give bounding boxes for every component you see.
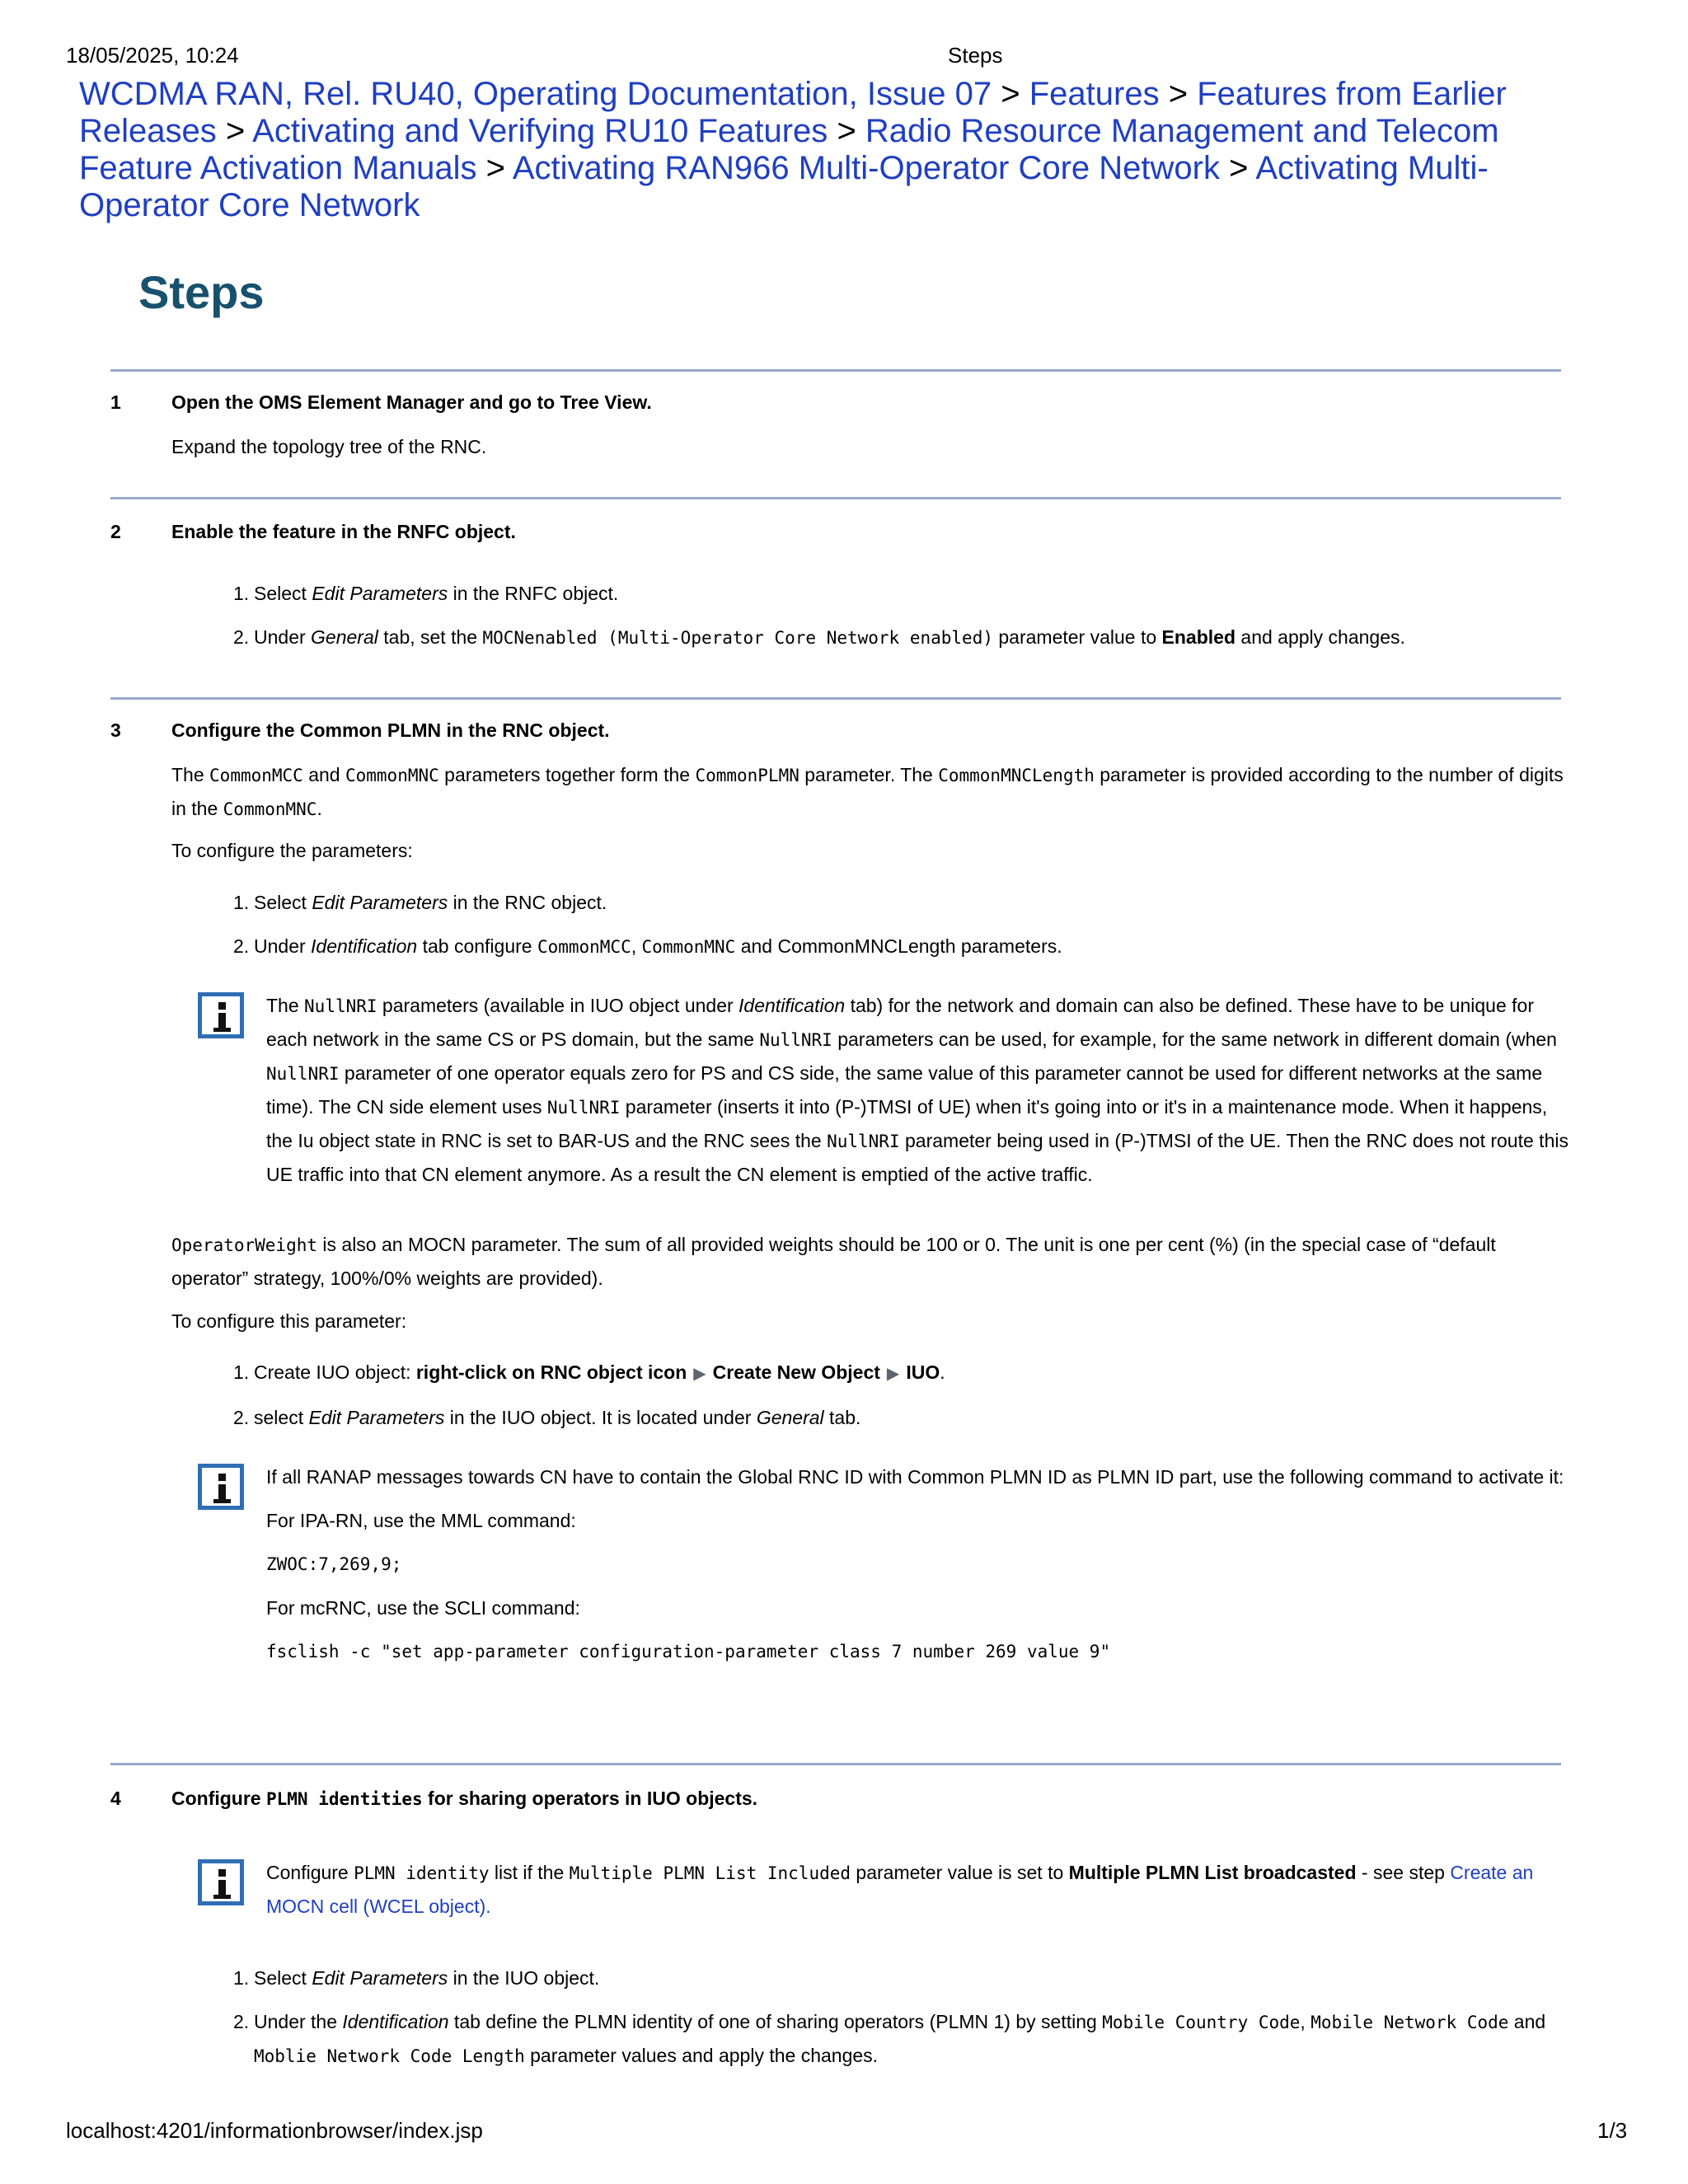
- breadcrumb: [79, 76, 1587, 224]
- step-text: Expand the topology tree of the RNC.: [171, 436, 487, 457]
- scli-command: fsclish -c "set app-parameter configuration-parameter class 7 number 269 value 9": [266, 1642, 1111, 1661]
- list-item: 2. Under General tab, set the MOCNenabled (Multi-Operator Core Network enabled) parameter value to Enabled and apply changes.: [233, 626, 1405, 648]
- list-item: 1. Select Edit Parameters in the RNFC object.: [233, 583, 619, 604]
- list-item: 2. Under the Identification tab define the PLMN identity of one of sharing operators (PLMN 1) by setting Mobile Country Code, Mobile Network Code and Moblie Network Code Length parameter values and apply the changes.: [233, 2011, 1546, 2066]
- page-number: 1/3: [1597, 2118, 1628, 2143]
- breadcrumb-link-earlier-releases[interactable]: Features from Earlier Releases: [79, 76, 1507, 149]
- info-icon: [198, 1859, 244, 1905]
- step-divider: [110, 1763, 1561, 1765]
- step-number: 1: [110, 391, 121, 413]
- breadcrumb-link-rrm-manuals[interactable]: Radio Resource Management and Telecom Feature Activation Manuals: [79, 113, 1499, 186]
- breadcrumb-link-features[interactable]: Features: [1029, 76, 1160, 112]
- breadcrumb-separator: >: [1229, 150, 1249, 186]
- step-title: Enable the feature in the RNFC object.: [171, 521, 516, 542]
- breadcrumb-separator: >: [225, 113, 246, 149]
- print-url: localhost:4201/informationbrowser/index.jsp: [66, 2118, 483, 2143]
- breadcrumb-link-wcdma-ran[interactable]: WCDMA RAN, Rel. RU40, Operating Documentation, Issue 07: [79, 76, 992, 112]
- breadcrumb-separator: >: [1001, 76, 1020, 112]
- breadcrumb-link-ru10[interactable]: Activating and Verifying RU10 Features: [252, 113, 828, 149]
- step-text: The CommonMCC and CommonMNC parameters together form the CommonPLMN parameter. The CommonMNCLength parameter is provided according to the number of digits in the CommonMNC.: [171, 764, 1564, 819]
- step-title: Configure the Common PLMN in the RNC object.: [171, 719, 610, 741]
- ordered-list: [233, 577, 1564, 665]
- step-title: Open the OMS Element Manager and go to Tree View.: [171, 391, 652, 413]
- list-item: 2. select Edit Parameters in the IUO object. It is located under General tab.: [233, 1407, 861, 1428]
- menu-arrow-icon: ▶: [693, 1365, 706, 1383]
- breadcrumb-link-activating-mocn[interactable]: Activating Multi-Operator Core Network: [79, 150, 1489, 223]
- step-number: 4: [110, 1788, 121, 1809]
- step-divider: [110, 697, 1561, 700]
- info-icon: [198, 1464, 244, 1510]
- step-divider: [110, 369, 1561, 372]
- breadcrumb-link-ran966[interactable]: Activating RAN966 Multi-Operator Core Network: [512, 150, 1220, 186]
- list-item: 1. Create IUO object: right-click on RNC object icon ▶ Create New Object ▶ IUO.: [233, 1361, 945, 1383]
- page-title: Steps: [138, 266, 265, 318]
- list-item: 1. Select Edit Parameters in the IUO object.: [233, 1967, 600, 1989]
- ordered-list: [233, 886, 1564, 974]
- info-icon: [198, 992, 244, 1038]
- breadcrumb-separator: >: [485, 150, 505, 186]
- ordered-list: [233, 1961, 1564, 2083]
- list-item: 2. Under Identification tab configure CommonMCC, CommonMNC and CommonMNCLength parameters.: [233, 935, 1062, 957]
- menu-arrow-icon: ▶: [886, 1365, 900, 1383]
- breadcrumb-separator: >: [837, 113, 856, 149]
- ordered-list: [233, 1356, 1564, 1445]
- step-title: Configure PLMN identities for sharing operators in IUO objects.: [171, 1788, 758, 1809]
- step-text: To configure this parameter:: [171, 1310, 407, 1332]
- step-number: 3: [110, 719, 121, 741]
- note-text: If all RANAP messages towards CN have to contain the Global RNC ID with Common PLMN ID as PLMN ID part, use the following command to activate it: For IPA-RN, use the MML command: ZWOC:7,269,9; For mcRNC, use the SCLI command: fsclish -c "set app-parameter configuration-parameter class 7 number 269 value 9": [266, 1460, 1577, 1668]
- mml-command: ZWOC:7,269,9;: [266, 1554, 402, 1574]
- list-item: 1. Select Edit Parameters in the RNC object.: [233, 892, 607, 913]
- note-text: Configure PLMN identity list if the Multiple PLMN List Included parameter value is set to Multiple PLMN List broadcasted - see step Create an MOCN cell (WCEL object).: [266, 1862, 1534, 1917]
- create-mocn-cell-link[interactable]: Create an MOCN cell (WCEL object).: [266, 1862, 1534, 1917]
- step-text: OperatorWeight is also an MOCN parameter. The sum of all provided weights should be 100 or 0. The unit is one per cent (%) (in the special case of “default operator” strategy, 100%/0% weights are provided).: [171, 1234, 1496, 1289]
- step-text: To configure the parameters:: [171, 840, 413, 861]
- breadcrumb-separator: >: [1168, 76, 1189, 112]
- step-divider: [110, 497, 1561, 499]
- step-number: 2: [110, 521, 121, 542]
- note-text: The NullNRI parameters (available in IUO object under Identification tab) for the network and domain can also be defined. These have to be unique for each network in the same CS or PS domain, but the same NullNRI parameters can be used, for example, for the same network in different domain (when NullNRI parameter of one operator equals zero for PS and CS side, the same value of this parameter cannot be used for different networks at the same time). The CN side element uses NullNRI parameter (inserts it into (P-)TMSI of UE) when it's going into or it's in a maintenance mode. When it happens, the Iu object state in RNC is set to BAR-US and the RNC sees the NullNRI parameter being used in (P-)TMSI of the UE. Then the RNC does not route this UE traffic into that CN element anymore. As a result the CN element is emptied of the active traffic.: [266, 995, 1568, 1185]
- print-datetime: 18/05/2025, 10:24: [66, 43, 239, 68]
- print-title: Steps: [948, 43, 1003, 68]
